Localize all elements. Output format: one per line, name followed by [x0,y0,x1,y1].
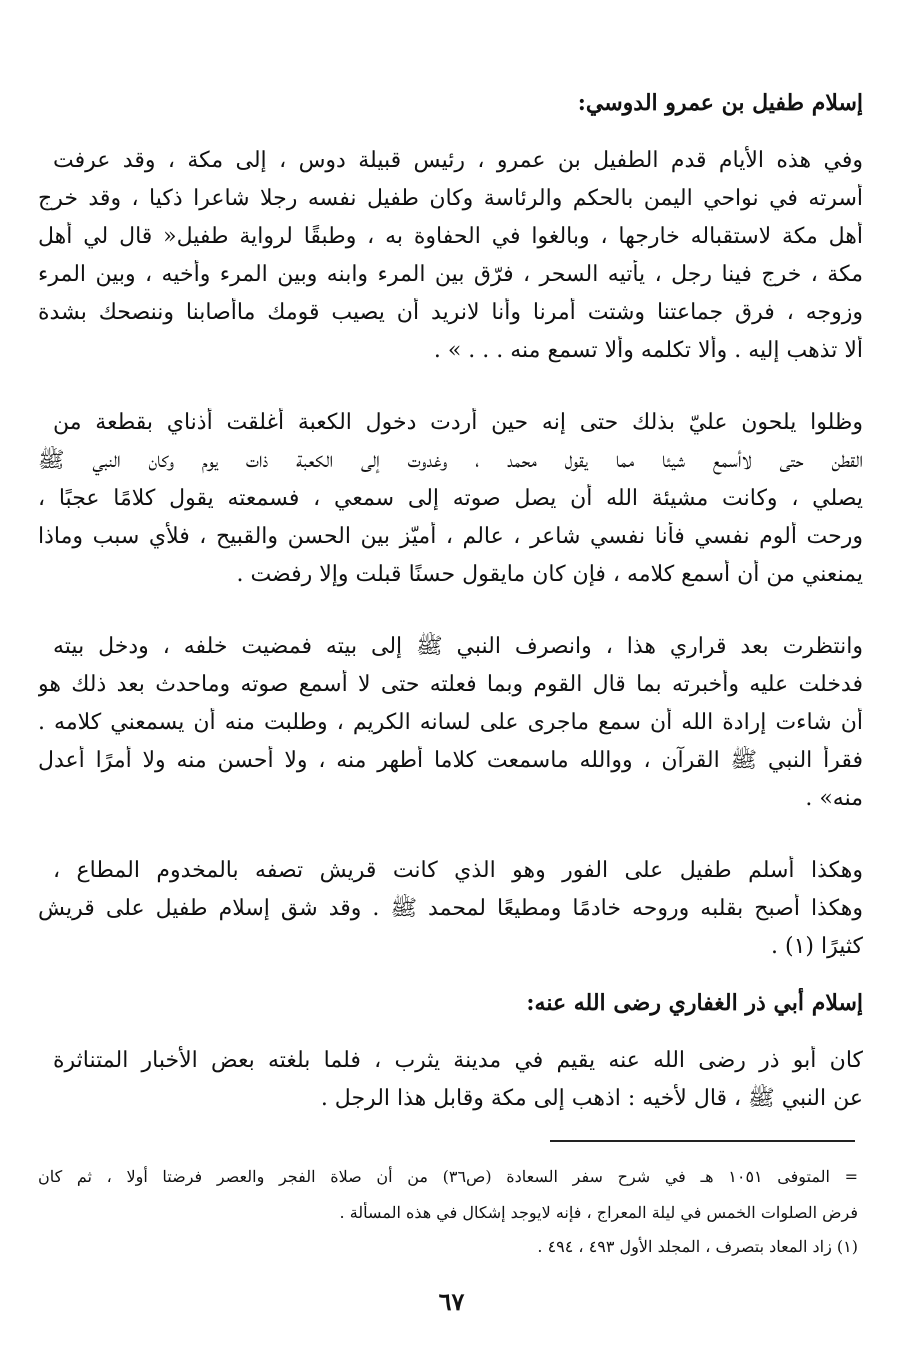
paragraph-line: فدخلت عليه وأخبرته بما قال القوم وبما فعلته حتى لا أسمع صوته وماحدث بعد ذلك هو [38,672,863,697]
section-heading-tufayl: إسلام طفيل بن عمرو الدوسي: [577,90,863,116]
footnote-line: (١) زاد المعاد بتصرف ، المجلد الأول ٤٩٣ ، ٤٩٤ . [537,1237,858,1256]
paragraph-line: منه» . [805,786,863,811]
paragraph-line: ورحت ألوم نفسي فأنا نفسي شاعر ، عالم ، أميّز بين الحسن والقبيح ، فلأي سبب وماذا [38,524,863,549]
paragraph-line: وانتظرت بعد قراري هذا ، وانصرف النبي ﷺ إلى بيته فمضيت خلفه ، ودخل بيته [53,634,863,659]
paragraph-line: وفي هذه الأيام قدم الطفيل بن عمرو ، رئيس قبيلة دوس ، إلى مكة ، وقد عرفت [53,148,863,173]
paragraph-line: القطن حتى لاأسمع شيئا مما يقول محمد ، وغدوت إلى الكعبة ذات يوم وكان النبي ﷺ [38,448,863,473]
paragraph-line: ألا تذهب إليه . وألا تكلمه وألا تسمع منه . . . » . [433,338,863,363]
paragraph-line: كان أبو ذر رضى الله عنه يقيم في مدينة يثرب ، فلما بلغته بعض الأخبار المتناثرة [53,1048,863,1073]
paragraph-line: يمنعني من أن أسمع كلامه ، فإن كان مايقول حسنًا قبلت وإلا رفضت . [236,562,863,587]
section-heading-abu-dharr: إسلام أبي ذر الغفاري رضى الله عنه: [526,990,863,1016]
paragraph-line: فقرأ النبي ﷺ القرآن ، ووالله ماسمعت كلاما أطهر منه ، ولا أحسن منه ولا أمرًا أعدل [38,748,863,773]
paragraph-line: أهل مكة لاستقباله خارجها ، وبالغوا في الحفاوة به ، وطبقًا لرواية طفيل« قال لي أهل [38,224,863,249]
paragraph-line: وهكذا أسلم طفيل على الفور وهو الذي كانت قريش تصفه بالمخدوم المطاع ، [53,858,863,883]
paragraph-line: وهكذا أصبح بقلبه وروحه خادمًا ومطيعًا لمحمد ﷺ . وقد شق إسلام طفيل على قريش [38,896,863,921]
paragraph-line: وزوجه ، فرق جماعتنا وشتت أمرنا وأنا لانريد أن يصيب قومك ماأصابنا وننصحك بشدة [38,300,863,325]
paragraph-line: يصلي ، وكانت مشيئة الله أن يصل صوته إلى سمعي ، فسمعته يقول كلامًا عجبًا ، [38,486,863,511]
footnote-line: = المتوفى ١٠٥١ هـ في شرح سفر السعادة (ص٣٦) من أن صلاة الفجر والعصر فرضتا أولا ، ثم كان [38,1167,858,1186]
page-number: ٦٧ [438,1287,465,1316]
paragraph-line: أسرته في نواحي اليمن بالحكم والرئاسة وكان طفيل نفسه رجلا شاعرا ذكيا ، وقد خرج [38,186,863,211]
paragraph-line: عن النبي ﷺ ، قال لأخيه : اذهب إلى مكة وقابل هذا الرجل . [320,1086,863,1111]
footnote-separator [550,1140,855,1142]
paragraph-line: أن شاءت إرادة الله أن سمع ماجرى على لسانه الكريم ، وطلبت منه أن يسمعني كلامه . [38,710,863,735]
footnote-line: فرض الصلوات الخمس في ليلة المعراج ، فإنه لايوجد إشكال في هذه المسألة . [339,1203,858,1222]
paragraph-line: كثيرًا (١) . [771,934,863,959]
paragraph-line: وظلوا يلحون عليّ بذلك حتى إنه حين أردت دخول الكعبة أغلقت أذناي بقطعة من [53,410,863,435]
paragraph-line: مكة ، خرج فينا رجل ، يأتيه السحر ، فرّق بين المرء وابنه وبين المرء وأخيه ، وبين المرء [38,262,863,287]
